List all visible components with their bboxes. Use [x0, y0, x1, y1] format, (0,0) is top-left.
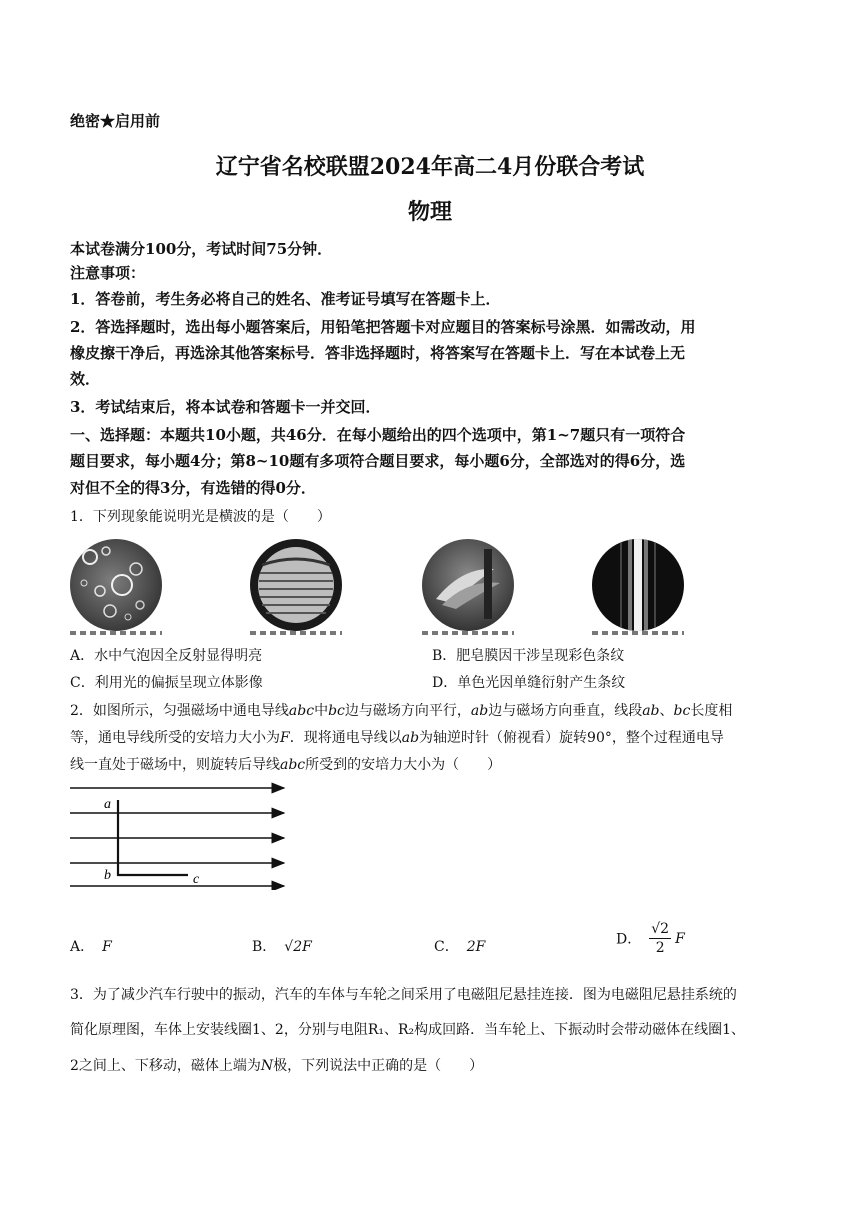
- label-a: a: [104, 797, 111, 812]
- label-c: c: [193, 872, 200, 887]
- bubble-photo: [70, 539, 162, 631]
- polarization-image: [422, 539, 514, 631]
- label-b: b: [104, 868, 111, 883]
- q2-option-d[interactable]: D． $\frac{√2}{2}$ F: [616, 921, 685, 956]
- magnetic-field-diagram: [66, 778, 296, 890]
- soap-film-photo: [250, 539, 342, 631]
- soap-film-image: [250, 539, 342, 631]
- section1-line1: 一、选择题：本题共10小题，共46分．在每小题给出的四个选项中，第1~7题只有一项符合: [70, 426, 686, 444]
- diffraction-image: [592, 539, 684, 631]
- fraction: $\frac{√2}{2}$: [651, 921, 670, 956]
- photo-caption-remnant: [422, 631, 514, 635]
- q2-stem-line3: 线一直处于磁场中，则旋转后导线abc所受到的安培力大小为（ ）: [70, 757, 502, 773]
- section1-line3: 对但不全的得3分，有选错的得0分．: [70, 479, 316, 497]
- notice-3: 3．考试结束后，将本试卷和答题卡一并交回．: [70, 398, 381, 416]
- q3-stem-line1: 3．为了减少汽车行驶中的振动，汽车的车体与车轮之间采用了电磁阻尼悬挂连接．图为电磁阻尼悬挂系统的: [70, 987, 737, 1003]
- q2-option-a[interactable]: A． F: [70, 939, 112, 955]
- q2-stem-line2: 等，通电导线所受的安培力大小为F．现将通电导线以ab为轴逆时针（俯视看）旋转90°，整个过程通电导: [70, 730, 724, 746]
- q1-stem: 1．下列现象能说明光是横波的是（ ）: [70, 509, 331, 525]
- photo-caption-remnant: [250, 631, 342, 635]
- intro-notice: 注意事项：: [70, 264, 146, 282]
- diffraction-photo: [592, 539, 684, 631]
- q2-stem-line1: 2．如图所示，匀强磁场中通电导线abc中bc边与磁场方向平行，ab边与磁场方向垂直，线段ab、bc长度相: [70, 703, 733, 719]
- q1-option-b[interactable]: B．肥皂膜因干涉呈现彩色条纹: [432, 648, 625, 664]
- photo-caption-remnant: [592, 631, 684, 635]
- bubbles-image: [70, 539, 162, 631]
- notice-1: 1．答卷前，考生务必将自己的姓名、准考证号填写在答题卡上．: [70, 290, 501, 308]
- q2-option-c[interactable]: C． 2F: [434, 939, 486, 955]
- q1-option-a[interactable]: A．水中气泡因全反射显得明亮: [70, 648, 263, 664]
- q2-option-b[interactable]: B． √2F: [252, 939, 312, 955]
- notice-2c: 效．: [70, 370, 101, 388]
- section1-line2: 题目要求，每小题4分；第8~10题有多项符合题目要求，每小题6分，全部选对的得6分，选: [70, 452, 686, 470]
- notice-2a: 2．答选择题时，选出每小题答案后，用铅笔把答题卡对应题目的答案标号涂黑．如需改动，用: [70, 318, 696, 336]
- subject-title: 物理: [407, 199, 452, 225]
- secret-label: 绝密★启用前: [70, 112, 161, 130]
- intro-score: 本试卷满分100分，考试时间75分钟．: [70, 240, 333, 258]
- notice-2b: 橡皮擦干净后，再选涂其他答案标号．答非选择题时，将答案写在答题卡上．写在本试卷上无: [70, 344, 686, 362]
- q1-option-d[interactable]: D．单色光因单缝衍射产生条纹: [432, 675, 626, 691]
- photo-caption-remnant: [70, 631, 162, 635]
- polarization-photo: [422, 539, 514, 631]
- q3-stem-line3: 2之间上、下移动，磁体上端为N极，下列说法中正确的是（ ）: [70, 1058, 484, 1074]
- q1-option-c[interactable]: C．利用光的偏振呈现立体影像: [70, 675, 263, 691]
- exam-title: 辽宁省名校联盟2024年高二4月份联合考试: [215, 154, 645, 180]
- q3-stem-line2: 简化原理图，车体上安装线圈1、2，分别与电阻R₁、R₂构成回路．当车轮上、下振动时会带动磁体在线圈1、: [70, 1022, 746, 1038]
